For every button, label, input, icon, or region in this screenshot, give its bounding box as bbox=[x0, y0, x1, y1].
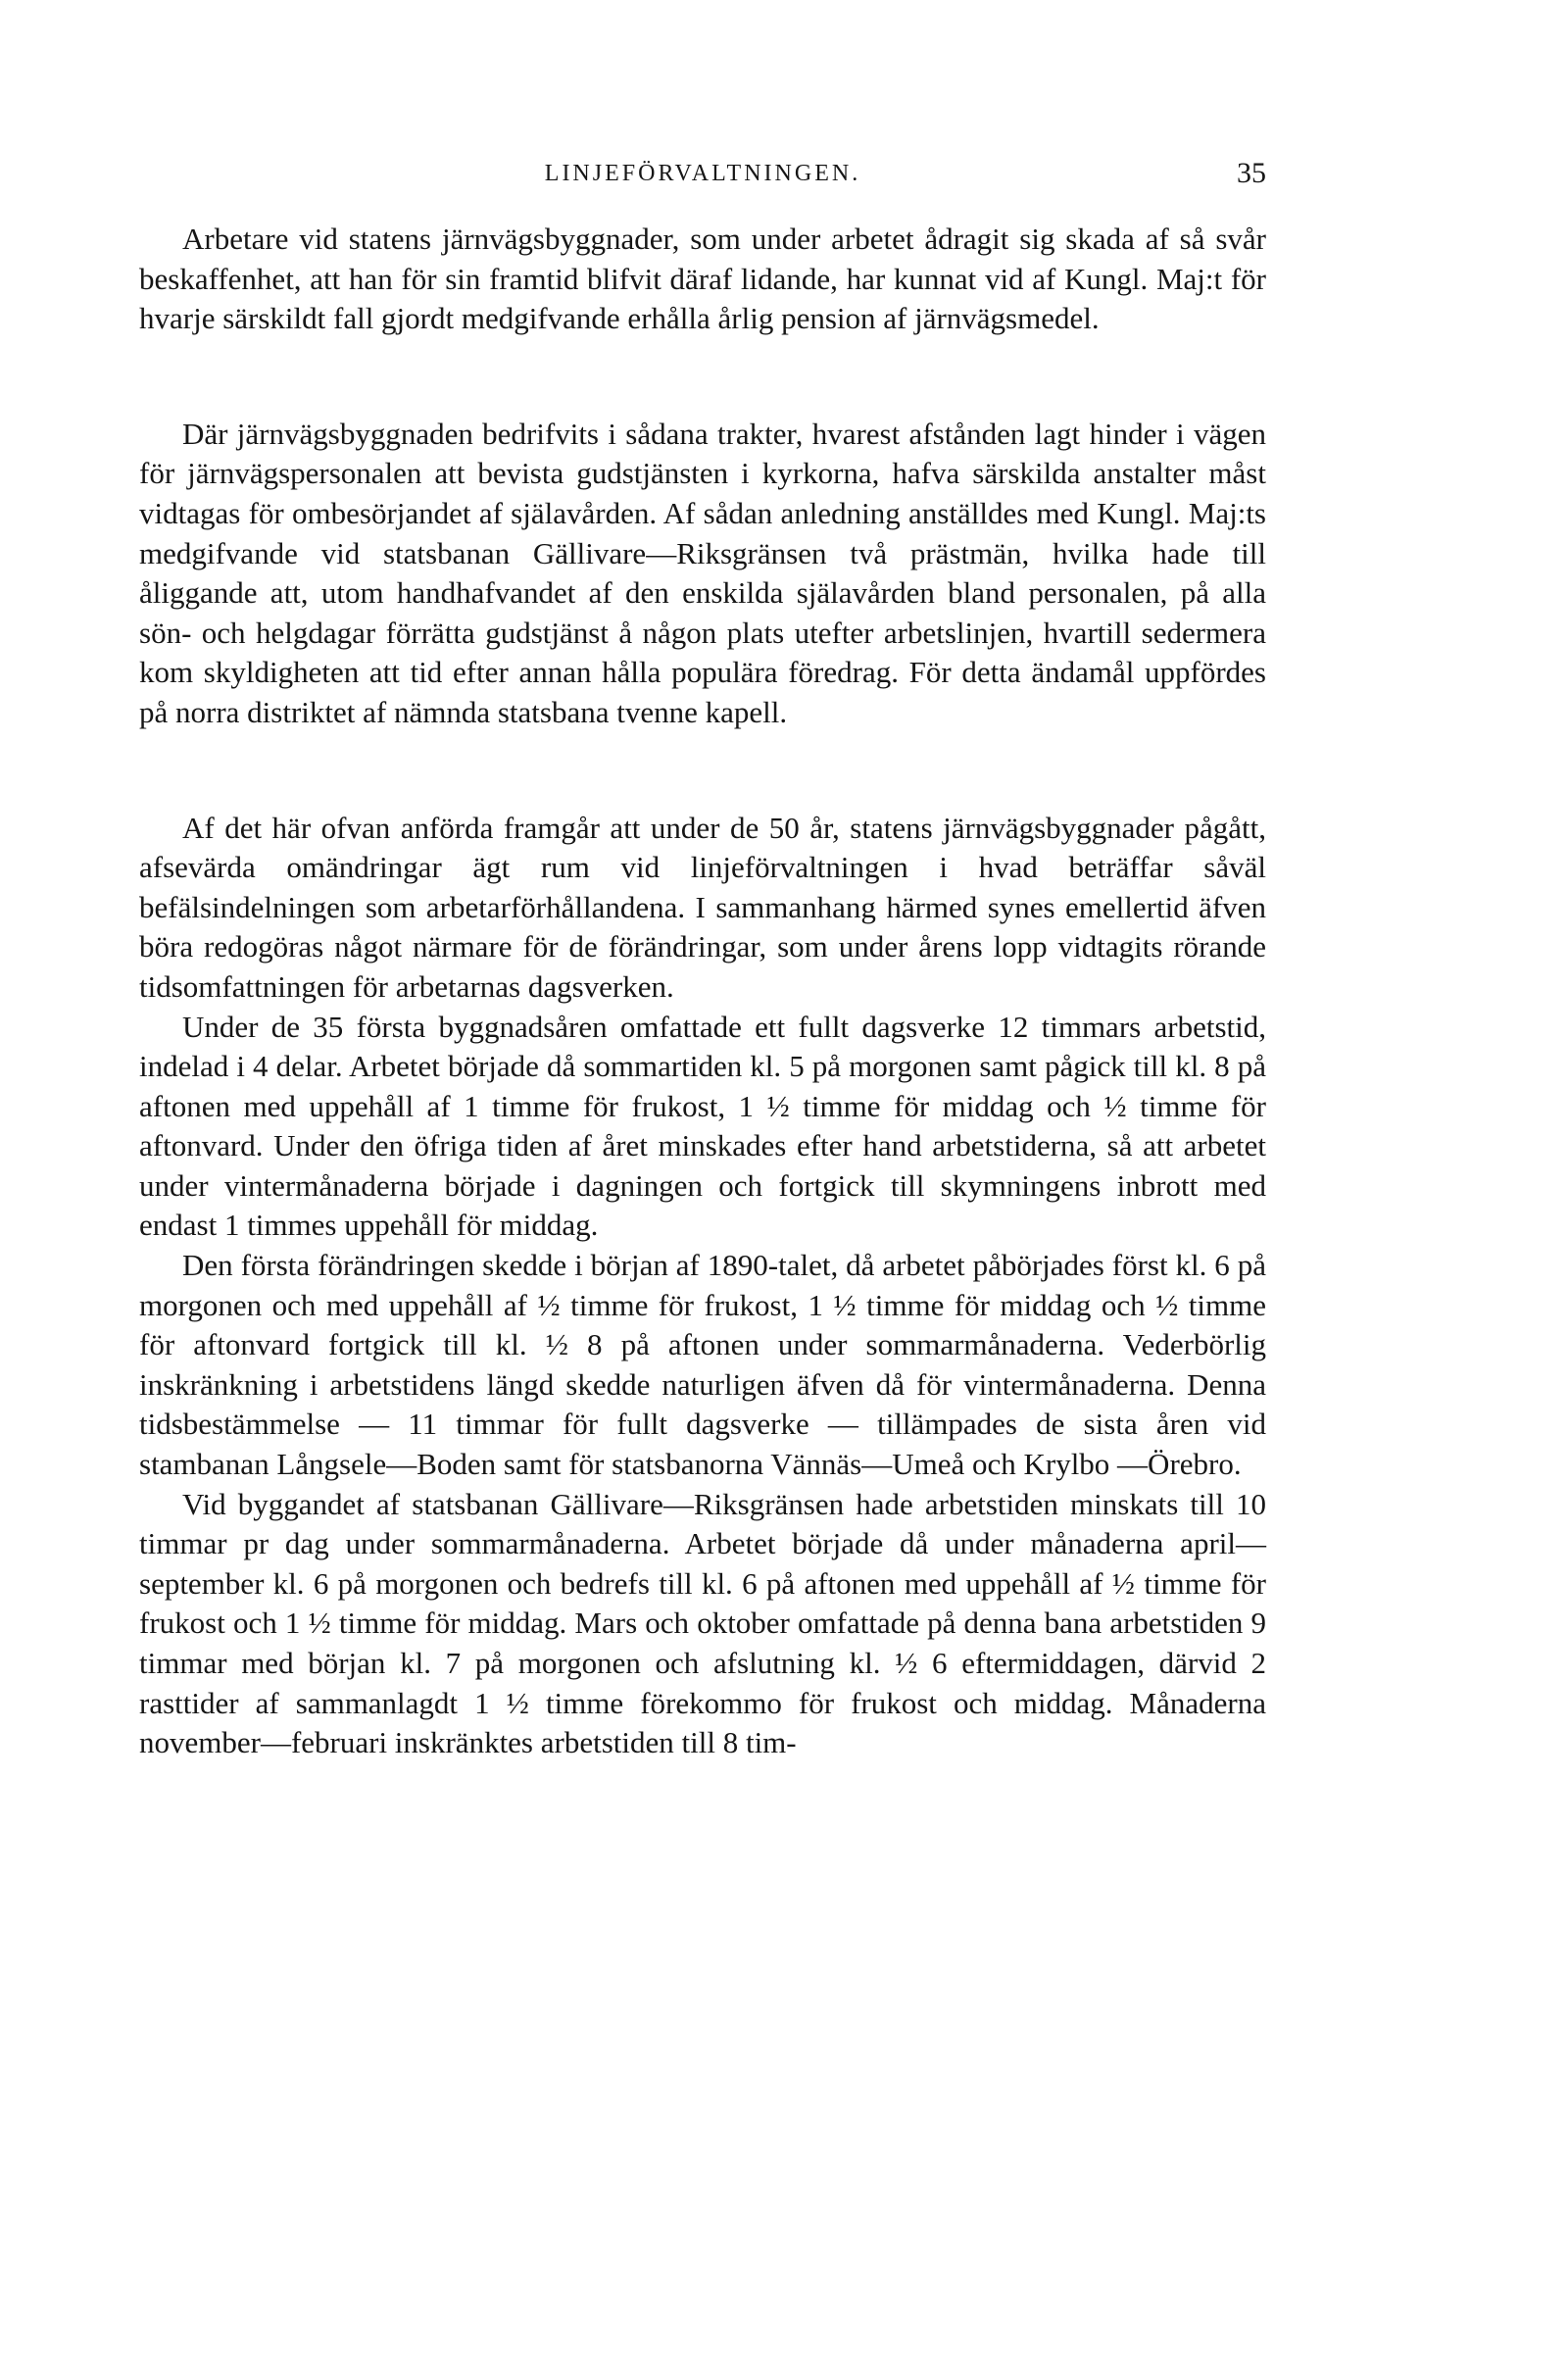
page-number: 35 bbox=[1237, 157, 1266, 189]
body-text bbox=[139, 220, 1266, 1763]
paragraph-first-35-years: Under de 35 första byggnadsåren omfattade ett fullt dagsverke 12 timmars arbetstid, indelad i 4 delar. Arbetet började då sommartiden kl. 5 på morgonen samt pågick till kl. 8 på aftonen med uppehåll af 1 timme för frukost, 1 ½ timme för middag och ½ timme för aftonvard. Under den öfriga tiden af året minskades efter hand arbetstiderna, så att arbetet under vintermånaderna började i dagningen och fortgick till skymningens inbrott med endast 1 timmes uppehåll för middag. bbox=[139, 1009, 1266, 1243]
page-header bbox=[139, 157, 1266, 196]
paragraph-changes-overview: Af det här ofvan anförda framgår att under de 50 år, statens järnvägsbyggnader pågått, afsevärda omändringar ägt rum vid linjeförvaltningen i hvad beträffar såväl befälsindelningen som arbetarförhållandena. I sammanhang härmed synes emellertid äfven böra redogöras något närmare för de förändringar, som under årens lopp vidtagits rörande tidsomfattningen för arbetarnas dagsverken. bbox=[139, 810, 1266, 1004]
paragraph-first-change: Den första förändringen skedde i början af 1890-talet, då arbetet påbörjades först kl. 6 på morgonen och med uppehåll af ½ timme för frukost, 1 ½ timme för middag och ½ timme för aftonvard fortgick till kl. ½ 8 på aftonen under sommarmånaderna. Vederbörlig inskränkning i arbetstidens längd skedde naturligen äfven då för vintermånaderna. Denna tidsbestämmelse — 11 timmar för fullt dagsverke — tillämpades de sista åren vid stambanan Långsele—Boden samt för statsbanorna Vännäs—Umeå och Krylbo —Örebro. bbox=[139, 1248, 1266, 1482]
paragraph-chaplaincy: Där järnvägsbyggnaden bedrifvits i sådana trakter, hvarest afstånden lagt hinder i vägen för järnvägspersonalen att bevista gudstjänsten i kyrkorna, hafva särskilda anstalter måst vidtagas för ombesörjandet af själavården. Af sådan anledning anställdes med Kungl. Maj:ts medgifvande vid statsbanan Gällivare—Riksgränsen två prästmän, hvilka hade till åliggande att, utom handhafvandet af den enskilda själavården bland personalen, på alla sön- och helgdagar förrätta gudstjänst å någon plats utefter arbetslinjen, hvartill sedermera kom skyldigheten att tid efter annan hålla populära föredrag. För detta ändamål uppfördes på norra distriktet af nämnda statsbana tvenne kapell. bbox=[139, 416, 1266, 729]
paragraph-gallivare-line: Vid byggandet af statsbanan Gällivare—Riksgränsen hade arbetstiden minskats till 10 timmar pr dag under sommarmånaderna. Arbetet började då under månaderna april—september kl. 6 på morgonen och bedrefs till kl. 6 på aftonen med uppehåll af ½ timme för frukost och 1 ½ timme för middag. Mars och oktober omfattade på denna bana arbetstiden 9 timmar med början kl. 7 på morgonen och afslutning kl. ½ 6 eftermiddagen, därvid 2 rasttider af sammanlagdt 1 ½ timme förekommo för frukost och middag. Månaderna november—februari inskränktes arbetstiden till 8 tim- bbox=[139, 1486, 1266, 1760]
paragraph-pension: Arbetare vid statens järnvägsbyggnader, som under arbetet ådragit sig skada af så svår beskaffenhet, att han för sin framtid blifvit däraf lidande, har kunnat vid af Kungl. Maj:t för hvarje särskildt fall gjordt medgifvande erhålla årlig pension af järnvägsmedel. bbox=[139, 222, 1266, 336]
running-head: LINJEFÖRVALTNINGEN. bbox=[544, 161, 861, 186]
